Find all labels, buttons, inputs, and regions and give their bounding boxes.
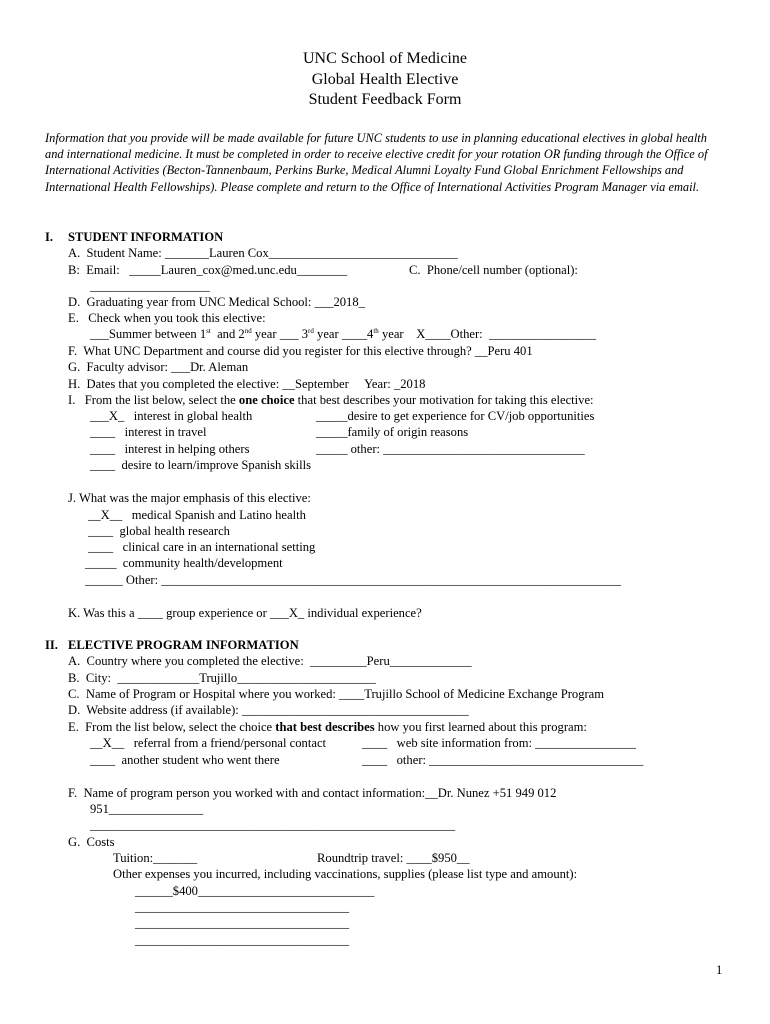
elective-timing-question: E. Check when you took this elective: xyxy=(68,311,266,325)
emphasis-option-community: _____ community health/development xyxy=(85,556,283,570)
emphasis-question: J. What was the major emphasis of this elective: xyxy=(68,491,311,505)
other-expense-line-4: __________________________________ xyxy=(135,933,350,947)
motivation-option-other: _____ other: ________________________________ xyxy=(316,442,585,456)
motivation-option-helping: ____ interest in helping others xyxy=(90,442,250,456)
form-title xyxy=(0,49,770,111)
phone-field-blank: ___________________ xyxy=(90,279,210,293)
learned-option-other: ____ other: __________________________________ xyxy=(362,753,644,767)
other-expenses-question: Other expenses you incurred, including vaccinations, supplies (please list type and amount): xyxy=(113,867,578,881)
section1-heading: STUDENT INFORMATION xyxy=(68,230,224,244)
department-course-field: F. What UNC Department and course did you register for this elective through? __Peru 401 xyxy=(68,344,533,358)
learned-option-student: ____ another student who went there xyxy=(90,753,280,767)
emphasis-option-spanish: __X__ medical Spanish and Latino health xyxy=(88,508,306,522)
title-line-elective: Global Health Elective xyxy=(311,70,459,88)
section2-number: II. xyxy=(45,638,58,652)
program-contact-continued: 951_______________ xyxy=(90,802,204,816)
motivation-option-travel: ____ interest in travel xyxy=(90,425,207,439)
other-expense-line-1: ______$400____________________________ xyxy=(135,884,375,898)
student-name-field: A. Student Name: _______Lauren Cox______________________________ xyxy=(68,246,458,260)
faculty-advisor-field: G. Faculty advisor: ___Dr. Aleman xyxy=(68,360,249,374)
title-line-form: Student Feedback Form xyxy=(308,91,462,108)
other-expense-line-2: __________________________________ xyxy=(135,900,350,914)
learned-option-website: ____ web site information from: ________________ xyxy=(362,736,636,750)
section1-number: I. xyxy=(45,230,54,244)
program-contact-line: __________________________________________________________ xyxy=(90,818,456,832)
other-expense-line-3: __________________________________ xyxy=(135,916,350,930)
emphasis-option-research: ____ global health research xyxy=(88,524,230,538)
program-name-field: C. Name of Program or Hospital where you worked: ____Trujillo School of Medicine Exchange Program xyxy=(68,687,605,701)
motivation-question: I. From the list below, select the one choice that best describes your motivation for taking this elective: xyxy=(68,393,594,407)
travel-cost-field: Roundtrip travel: ____$950__ xyxy=(317,851,470,865)
elective-timing-options: ___Summer between 1st and 2nd year ___ 3rd year ____4th year X____Other: _________________ xyxy=(90,326,597,341)
country-field: A. Country where you completed the elective: _________Peru_____________ xyxy=(68,654,472,668)
page-number: 1 xyxy=(716,963,723,977)
learned-about-question: E. From the list below, select the choice that best describes how you first learned about this program: xyxy=(68,720,587,734)
dates-field: H. Dates that you completed the elective: __September Year: _2018 xyxy=(68,377,426,391)
costs-heading: G. Costs xyxy=(68,835,115,849)
motivation-option-family: _____family of origin reasons xyxy=(316,425,469,439)
motivation-option-global-health: ___X_ interest in global health xyxy=(90,409,253,423)
experience-type-question: K. Was this a ____ group experience or ___X_ individual experience? xyxy=(68,606,422,620)
motivation-option-cv: _____desire to get experience for CV/job opportunities xyxy=(316,409,595,423)
motivation-option-spanish: ____ desire to learn/improve Spanish skills xyxy=(90,458,312,472)
graduating-year-field: D. Graduating year from UNC Medical School: ___2018_ xyxy=(68,295,365,309)
phone-field-label: C. Phone/cell number (optional): xyxy=(409,263,578,277)
email-field: B: Email: _____Lauren_cox@med.unc.edu________ xyxy=(68,263,348,277)
emphasis-option-clinical: ____ clinical care in an international setting xyxy=(88,540,316,554)
program-contact-field: F. Name of program person you worked with and contact information:__Dr. Nunez +51 949 012 xyxy=(68,786,557,800)
title-line-school: UNC School of Medicine xyxy=(303,50,467,67)
learned-option-referral: __X__ referral from a friend/personal contact xyxy=(90,736,327,750)
section2-heading: ELECTIVE PROGRAM INFORMATION xyxy=(68,638,299,652)
emphasis-option-other: ______ Other: _________________________________________________________________________ xyxy=(85,573,621,587)
tuition-field: Tuition:_______ xyxy=(113,851,198,865)
city-field: B. City: _____________Trujillo______________________ xyxy=(68,671,376,685)
intro-paragraph: Information that you provide will be made available for future UNC students to use in planning educational electives in global health and international medicine. It must be completed in order to receive elective credit for your rotation OR funding through the Office of International Activities (Becton-Tannenbaum, Perkins Burke, Medical Alumni Loyalty Fund Global Enrichment Fellowships and International Health Fellowships). Please complete and return to the Office of International Activities Program Manager via email. xyxy=(45,131,708,194)
website-field: D. Website address (if available): ____________________________________ xyxy=(68,703,469,717)
